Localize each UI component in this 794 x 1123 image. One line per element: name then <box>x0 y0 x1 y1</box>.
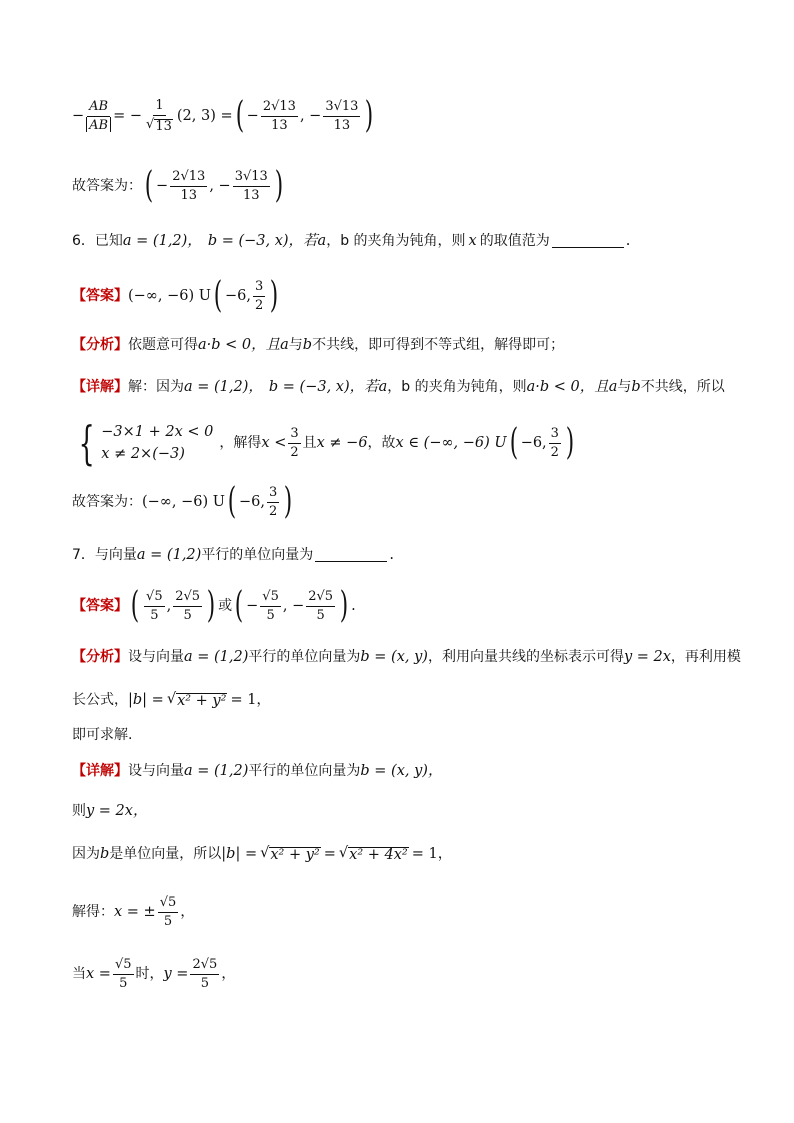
analysis-7-end: 即可求解. <box>72 727 133 743</box>
answer-7: 【答案】 ( $\frac{√5}{5}$ , $\frac{2√5}{5}$ ) 或 ( − $\frac{√5}{5}$ , − $\frac{2√5}{5}$ ) . <box>72 585 356 626</box>
unit-vector-formula: − $\frac{AB}{AB}$ = − 1 √ 13 (2, 3) = ( − $\frac{2√13}{13}$ , − $\frac{3√13}{13}$ ) <box>72 95 374 136</box>
answer-blank <box>552 235 624 248</box>
question-6: 6．已知 a = (1,2)， b = (−3, x)，若 a ，b 的夹角为钝角，则 x 的取值范为 . <box>72 233 631 250</box>
detail-7-y: 则 y = 2x， <box>72 803 148 820</box>
analysis-6: 【分析】 依题意可得 a·b < 0，且 a 与 b 不共线，即可得到不等式组，解得即可； <box>72 337 565 354</box>
analysis-7-cont: 长公式， |b| = √ x² + y² = 1， <box>72 691 271 709</box>
ab-fraction: $\frac{AB}{AB}$ <box>86 100 111 132</box>
detail-7-case: 当 x = $\frac{√5}{5}$ 时， y = $\frac{2√5}{5}$ ， <box>72 957 236 991</box>
analysis-7: 【分析】 设与向量 a = (1,2) 平行的单位向量为 b = (x, y) ，利用向量共线的坐标表示可得 y = 2x ，再利用模 <box>72 649 741 666</box>
detail-7: 【详解】 设与向量 a = (1,2) 平行的单位向量为 b = (x, y)， <box>72 763 443 780</box>
minus-sign: − <box>72 107 85 124</box>
question-7: 7．与向量 a = (1,2) 平行的单位向量为 . <box>72 547 394 564</box>
coef-fraction: 1 √ 13 <box>146 97 172 134</box>
detail-7-norm: 因为 b 是单位向量，所以 |b| = √ x² + y² = √ x² + 4x² = 1， <box>72 845 453 863</box>
answer-line-6: 故答案为： (−∞, −6) U ( −6, $\frac{3}{2}$ ) <box>72 481 293 522</box>
detail-6: 【详解】 解：因为 a = (1,2)， b = (−3, x)，若 a ，b 的夹角为钝角，则 a·b < 0，且 a 与 b 不共线，所以 <box>72 379 725 396</box>
answer-6: 【答案】 (−∞, −6) U ( −6, $\frac{3}{2}$ ) <box>72 275 279 316</box>
answer-line-5: 故答案为： ( − $\frac{2√13}{13}$ , − $\frac{3√13}{13}$ ) <box>72 165 284 206</box>
detail-7-solve: 解得： x = ± $\frac{√5}{5}$ ， <box>72 895 195 929</box>
answer-blank <box>315 549 387 562</box>
inequality-system: { −3×1 + 2x < 0 x ≠ 2×(−3) ，解得 x < $\frac{3}{2}$ 且 x ≠ −6 ，故 x ∈ (−∞, −6) U ( −6, $\frac{3}{2}$ ) <box>78 416 575 470</box>
